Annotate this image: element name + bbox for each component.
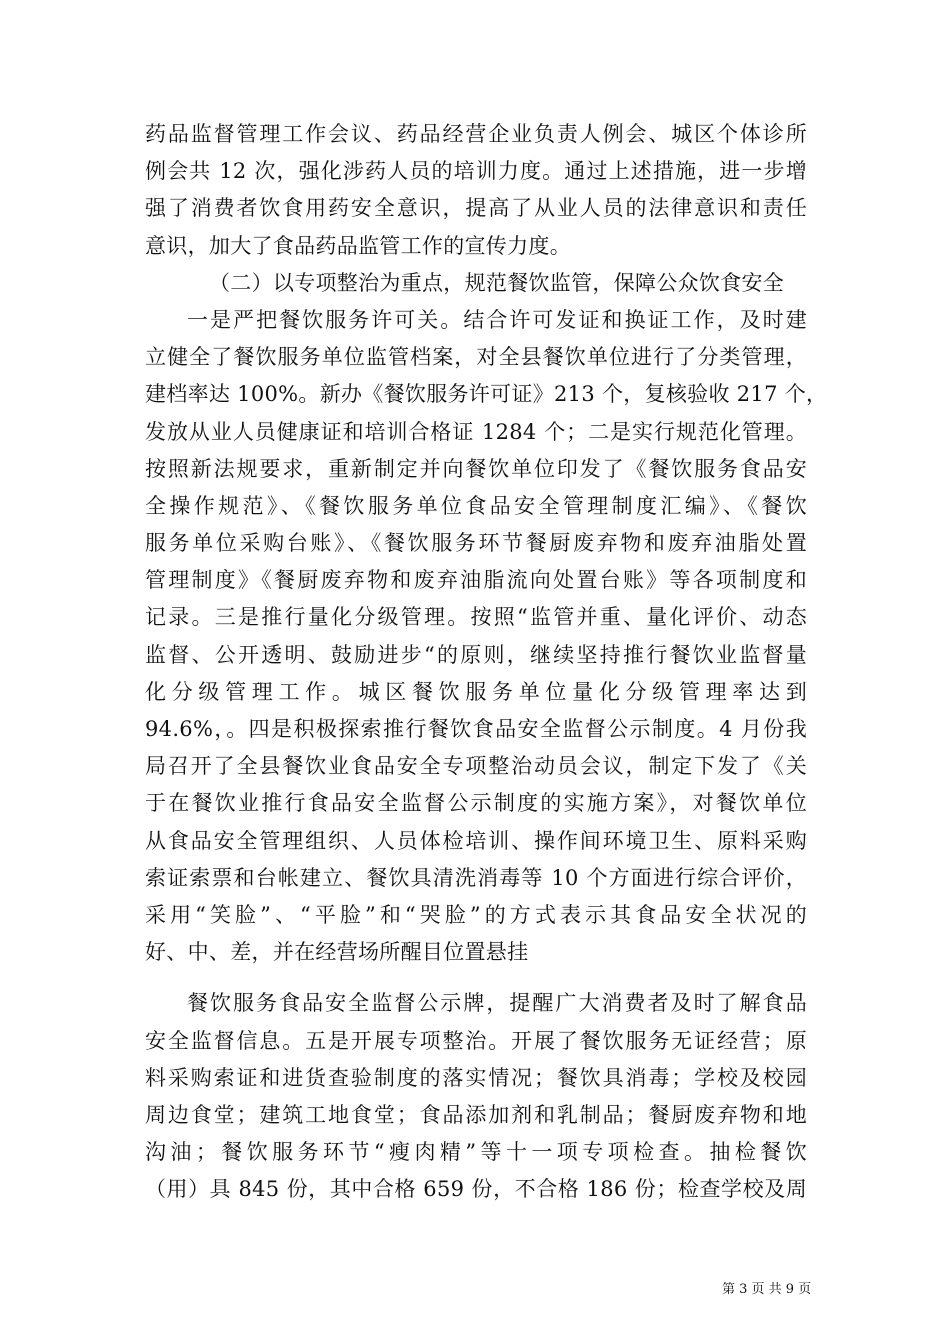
text-line: （用）具 845 份，其中合格 659 份，不合格 186 份；检查学校及周	[145, 1177, 807, 1202]
text-line: 一是严把餐饮服务许可关。结合许可发证和换证工作，及时建	[187, 307, 807, 332]
text-line: 从食品安全管理组织、人员体检培训、操作间环境卫生、原料采购	[145, 828, 807, 853]
text-line: 建档率达 100%。新办《餐饮服务许可证》213 个，复核验收 217 个，	[145, 382, 828, 407]
body-text	[145, 116, 828, 1208]
text-line: 安全监督信息。五是开展专项整治。开展了餐饮服务无证经营；原	[145, 1028, 807, 1053]
text-line: 记录。三是推行量化分级管理。按照“监管并重、量化评价、动态	[145, 605, 807, 630]
text-line: 采用“笑脸”、“平脸”和“哭脸”的方式表示其食品安全状况的	[145, 902, 807, 927]
text-line: 好、中、差，并在经营场所醒目位置悬挂	[145, 940, 529, 965]
section-heading: （二）以专项整治为重点，规范餐饮监管，保障公众饮食安全	[209, 270, 785, 295]
text-line: 药品监督管理工作会议、药品经营企业负责人例会、城区个体诊所	[145, 122, 807, 146]
text-line: 沟油；餐饮服务环节“瘦肉精”等十一项专项检查。抽检餐饮	[145, 1140, 807, 1165]
paragraph-3	[145, 985, 807, 1208]
text-line: 例会共 12 次，强化涉药人员的培训力度。通过上述措施，进一步增	[145, 159, 807, 184]
text-line: 料采购索证和进货查验制度的落实情况；餐饮具消毒；学校及校园	[145, 1065, 807, 1090]
text-line: 管理制度》《餐厨废弃物和废弃油脂流向处置台账》等各项制度和	[145, 568, 807, 593]
text-line: 全操作规范》、《餐饮服务单位食品安全管理制度汇编》、《餐饮	[145, 493, 807, 518]
text-line: 化分级管理工作。城区餐饮服务单位量化分级管理率达到	[145, 679, 807, 704]
text-line: 强了消费者饮食用药安全意识，提高了从业人员的法律意识和责任	[145, 196, 807, 221]
text-line: 立健全了餐饮服务单位监管档案，对全县餐饮单位进行了分类管理，	[145, 345, 807, 370]
text-line: 周边食堂；建筑工地食堂；食品添加剂和乳制品；餐厨废弃物和地	[145, 1102, 807, 1127]
text-line: 于在餐饮业推行食品安全监督公示制度的实施方案》，对餐饮单位	[145, 791, 807, 816]
text-line: 94.6%，。四是积极探索推行餐饮食品安全监督公示制度。4 月份我	[145, 717, 807, 741]
text-line: 索证索票和台帐建立、餐饮具清洗消毒等 10 个方面进行综合评价，	[145, 865, 807, 890]
text-line: 局召开了全县餐饮业食品安全专项整治动员会议，制定下发了《关	[145, 754, 807, 779]
paragraph-gap	[145, 971, 807, 985]
page-indicator: 第 3 页 共 9 页	[722, 1282, 812, 1297]
paragraph-1	[145, 116, 807, 265]
text-line: 服务单位采购台账》、《餐饮服务环节餐厨废弃物和废弃油脂处置	[145, 531, 807, 556]
paragraph-2	[145, 302, 828, 971]
text-line: 发放从业人员健康证和培训合格证 1284 个；二是实行规范化管理。	[145, 419, 807, 444]
text-line: 意识，加大了食品药品监管工作的宣传力度。	[145, 233, 571, 258]
text-line: 餐饮服务食品安全监督公示牌，提醒广大消费者及时了解食品	[187, 991, 807, 1016]
text-line: 按照新法规要求，重新制定并向餐饮单位印发了《餐饮服务食品安	[145, 456, 807, 481]
text-line: 监督、公开透明、鼓励进步“的原则，继续坚持推行餐饮业监督量	[145, 642, 807, 667]
